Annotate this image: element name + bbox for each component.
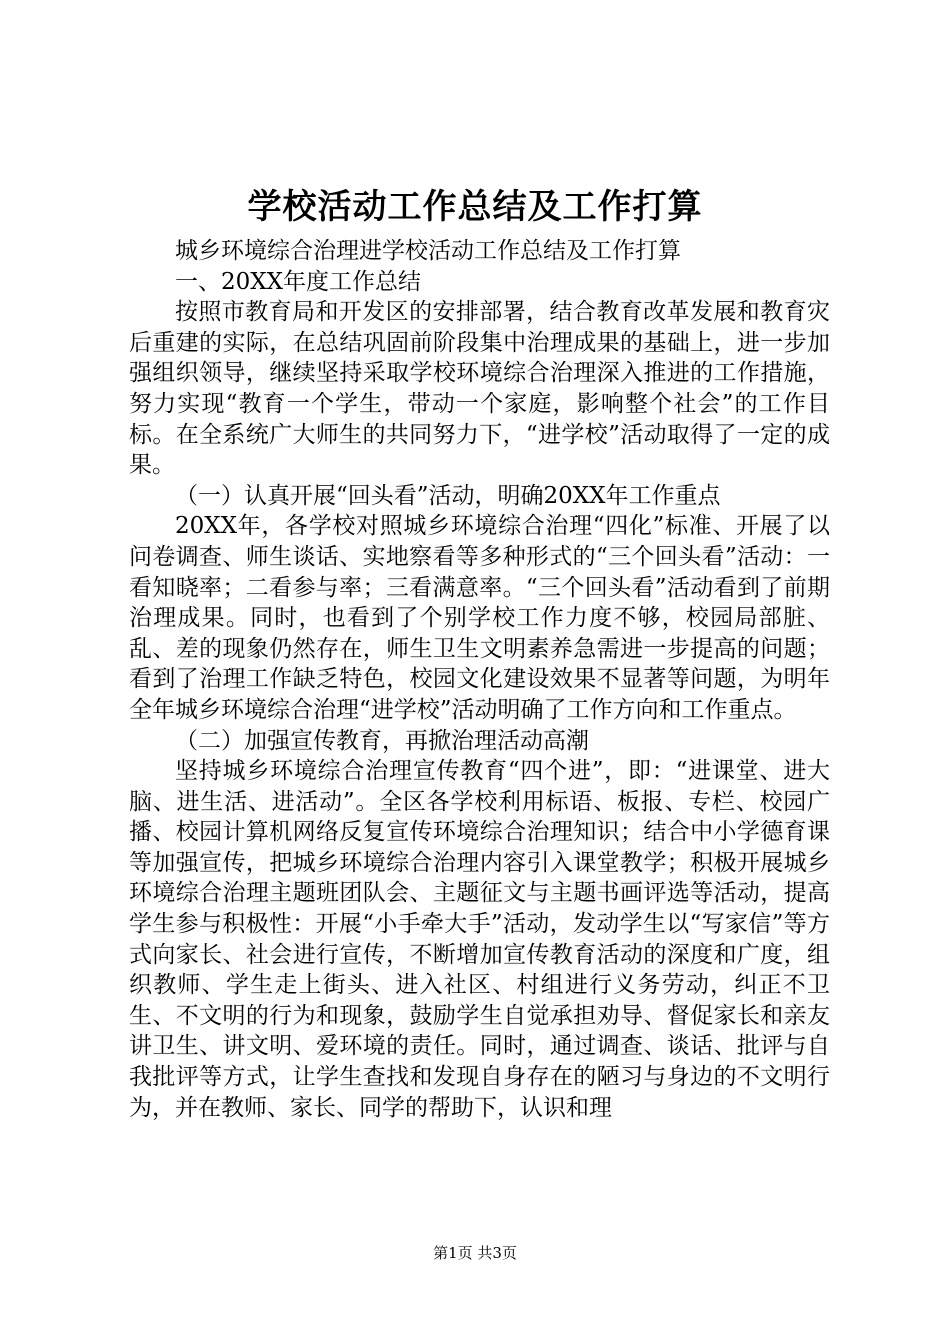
subsection-heading-1: （一）认真开展“回头看”活动，明确20XX年工作重点 (175, 482, 721, 509)
document-body (129, 236, 830, 1123)
document-title: 学校活动工作总结及工作打算 (247, 187, 703, 227)
paragraph: 20XX年，各学校对照城乡环境综合治理“四化”标准、开展了以问卷调查、师生谈话、实地察看等多种形式的“三个回头看”活动：一看知晓率；二看参与率；三看满意率。“三个回头看”活动看到了前期治理成果。同时，也看到了个别学校工作力度不够，校园局部脏、乱、差的现象仍然存在，师生卫生文明素养急需进一步提高的问题；看到了治理工作缺乏特色，校园文化建设效果不显著等问题，为明年全年城乡环境综合治理“进学校”活动明确了工作方向和工作重点。 (129, 513, 830, 723)
subsection-heading-2: （二）加强宣传教育，再掀治理活动高潮 (175, 727, 589, 754)
paragraph: 坚持城乡环境综合治理宣传教育“四个进”，即：“进课堂、进大脑、进生活、进活动”。全区各学校利用标语、板报、专栏、校园广播、校园计算机网络反复宣传环境综合治理知识；结合中小学德育课等加强宣传，把城乡环境综合治理内容引入课堂教学；积极开展城乡环境综合治理主题班团队会、主题征文与主题书画评选等活动，提高学生参与积极性：开展“小手牵大手”活动，发动学生以“写家信”等方式向家长、社会进行宣传，不断增加宣传教育活动的深度和广度，组织教师、学生走上街头、进入社区、村组进行义务劳动，纠正不卫生、不文明的行为和现象，鼓励学生自觉承担劝导、督促家长和亲友讲卫生、讲文明、爱环境的责任。同时，通过调查、谈话、批评与自我批评等方式，让学生查找和发现自身存在的陋习与身边的不文明行为，并在教师、家长、同学的帮助下，认识和理 (129, 758, 830, 1121)
page-footer: 第1页 共3页 (433, 1244, 517, 1262)
paragraph-subtitle: 城乡环境综合治理进学校活动工作总结及工作打算 (175, 238, 681, 264)
paragraph: 按照市教育局和开发区的安排部署，结合教育改革发展和教育灾后重建的实际，在总结巩固前阶段集中治理成果的基础上，进一步加强组织领导，继续坚持采取学校环境综合治理深入推进的工作措施，努力实现“教育一个学生，带动一个家庭，影响整个社会”的工作目标。在全系统广大师生的共同努力下，“进学校”活动取得了一定的成果。 (129, 299, 830, 479)
section-heading-1: 一、20XX年度工作总结 (175, 268, 422, 295)
